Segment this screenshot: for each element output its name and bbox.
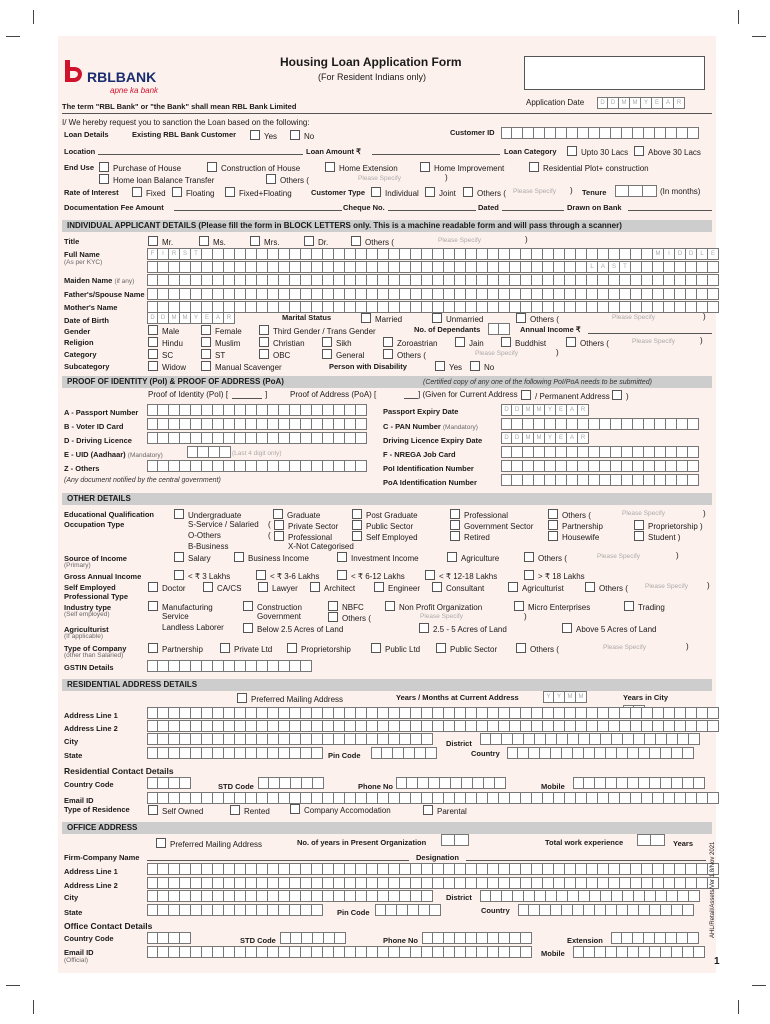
loan-details-label: Loan Details (64, 130, 109, 139)
marital-others-checkbox[interactable] (516, 313, 526, 323)
individual-checkbox[interactable] (371, 187, 381, 197)
office-email-cells[interactable] (147, 946, 532, 958)
religion-label: Religion (64, 338, 94, 347)
professional-checkbox[interactable] (450, 509, 460, 519)
micro-checkbox[interactable] (514, 601, 524, 611)
obc-checkbox[interactable] (259, 349, 269, 359)
drawn-field[interactable] (628, 210, 712, 211)
dob-cells[interactable]: D D M M Y E A R (147, 312, 235, 324)
loan-amount-label: Loan Amount ₹ (306, 147, 361, 156)
res-email-label: Email ID (64, 796, 94, 805)
business-income-checkbox[interactable] (234, 552, 244, 562)
office-addr2-cells[interactable] (147, 877, 719, 889)
permanent-address-checkbox[interactable] (612, 390, 622, 400)
income-12-18-checkbox[interactable] (425, 570, 435, 580)
hindu-checkbox[interactable] (148, 337, 158, 347)
father-label: Father's/Spouse Name (64, 290, 145, 299)
govt-sector-checkbox[interactable] (450, 520, 460, 530)
office-phone-cells[interactable] (422, 932, 532, 944)
plot-checkbox[interactable] (529, 162, 539, 172)
disability-label: Person with Disability (329, 362, 407, 371)
poa-field[interactable] (404, 398, 418, 399)
drawn-label: Drawn on Bank (567, 203, 622, 212)
office-extension-cells[interactable] (611, 932, 699, 944)
licence-label: D - Driving Licence (64, 436, 132, 445)
page-title: Housing Loan Application Form (280, 55, 462, 69)
office-email-label: Email ID (64, 948, 94, 957)
name-row2-cells[interactable]: L A S T (147, 261, 719, 273)
total-exp-cells[interactable] (637, 834, 665, 846)
category-others-checkbox[interactable] (383, 349, 393, 359)
lawyer-checkbox[interactable] (258, 582, 268, 592)
disability-no-checkbox[interactable] (470, 361, 480, 371)
upto30-checkbox[interactable] (567, 146, 577, 156)
res-city-label: City (64, 737, 79, 746)
agriculturist-checkbox[interactable] (508, 582, 518, 592)
years-current-label: Years / Months at Current Address (396, 693, 519, 702)
partnership-checkbox[interactable] (548, 520, 558, 530)
gross-income-label: Gross Annual Income (64, 572, 142, 581)
income-3-6-checkbox[interactable] (256, 570, 266, 580)
firm-label: Firm-Company Name (64, 853, 140, 862)
customer-id-cells[interactable] (501, 127, 699, 139)
annual-income-label: Annual Income ₹ (520, 325, 581, 334)
years-city-label: Years in City (623, 693, 669, 702)
res-std-cells[interactable] (258, 777, 324, 789)
purchase-checkbox[interactable] (99, 162, 109, 172)
married-checkbox[interactable] (361, 313, 371, 323)
logo-tagline: apne ka bank (110, 86, 159, 95)
selfemp-checkbox[interactable] (352, 531, 362, 541)
income-6-12-checkbox[interactable] (337, 570, 347, 580)
architect-checkbox[interactable] (310, 582, 320, 592)
nrega-cells[interactable] (501, 446, 699, 458)
passport-label: A - Passport Number (64, 408, 139, 417)
cheque-label: Cheque No. (343, 203, 385, 212)
parental-checkbox[interactable] (423, 805, 433, 815)
rbl-logo (62, 58, 84, 88)
crop-mark (6, 985, 20, 986)
above5-checkbox[interactable] (562, 623, 572, 633)
no-checkbox[interactable] (290, 130, 300, 140)
below25-checkbox[interactable] (243, 623, 253, 633)
st-checkbox[interactable] (201, 349, 211, 359)
dependants-cells[interactable] (488, 323, 510, 335)
disability-yes-checkbox[interactable] (435, 361, 445, 371)
section-other: OTHER DETAILS (62, 493, 712, 505)
floating-checkbox[interactable] (172, 187, 182, 197)
cheque-field[interactable] (388, 210, 476, 211)
edu-others-checkbox[interactable] (548, 509, 558, 519)
present-org-label: No. of years in Present Organization (297, 838, 427, 847)
student-checkbox[interactable] (634, 531, 644, 541)
industry-label: Industry type (64, 603, 112, 612)
source-label: Source of Income (64, 554, 127, 563)
prof-others-checkbox[interactable] (585, 582, 595, 592)
occupation-label: Occupation Type (64, 520, 125, 529)
designation-label: Designation (416, 853, 459, 862)
crop-mark (738, 10, 739, 24)
office-mobile-cells[interactable] (573, 946, 705, 958)
yes-checkbox[interactable] (250, 130, 260, 140)
education-label: Educational Qualification (64, 510, 155, 519)
res-addr1-label: Address Line 1 (64, 711, 118, 720)
dependants-label: No. of Dependants (414, 325, 481, 334)
tenure-cells[interactable] (615, 185, 657, 197)
proprietorship-co-checkbox[interactable] (287, 643, 297, 653)
buddhist-checkbox[interactable] (501, 337, 511, 347)
male-checkbox[interactable] (148, 325, 158, 335)
office-pin-cells[interactable] (375, 904, 441, 916)
residence-type-label: Type of Residence (64, 805, 130, 814)
enduse-others-checkbox[interactable] (266, 174, 276, 184)
female-checkbox[interactable] (201, 325, 211, 335)
res-district-cells[interactable] (480, 733, 700, 745)
res-city-cells[interactable] (147, 733, 433, 745)
uid-cells[interactable] (187, 446, 231, 458)
page-subtitle: (For Resident Indians only) (318, 72, 427, 82)
graduate-checkbox[interactable] (273, 509, 283, 519)
res-state-label: State (64, 751, 83, 760)
res-addr1-cells[interactable] (147, 707, 719, 719)
above30-checkbox[interactable] (634, 146, 644, 156)
partnership-co-checkbox[interactable] (148, 643, 158, 653)
customer-id-label: Customer ID (450, 128, 495, 137)
passport-exp-cells[interactable]: D D M M Y E A R (501, 404, 589, 416)
total-exp-label: Total work experience (545, 838, 624, 847)
res-district-label: District (446, 739, 472, 748)
voter-label: B - Voter ID Card (64, 422, 124, 431)
years-current-cells[interactable]: Y Y M M (543, 691, 587, 703)
jain-checkbox[interactable] (455, 337, 465, 347)
res-country-cells[interactable] (507, 747, 694, 759)
annual-income-field[interactable] (588, 333, 712, 334)
res-phone-label: Phone No (358, 782, 393, 791)
scavenger-checkbox[interactable] (201, 361, 211, 371)
zoroastrian-checkbox[interactable] (383, 337, 393, 347)
agriculture-checkbox[interactable] (447, 552, 457, 562)
investment-checkbox[interactable] (337, 552, 347, 562)
widow-checkbox[interactable] (148, 361, 158, 371)
section-office: OFFICE ADDRESS (62, 822, 712, 834)
page-number: 1 (714, 956, 720, 967)
office-addr1-cells[interactable] (147, 863, 719, 875)
company-type-label: Type of Company (64, 644, 127, 653)
marital-label: Marital Status (282, 313, 332, 322)
poa-number-cells[interactable] (501, 474, 699, 486)
app-date-cells[interactable]: D D M M Y E A R (597, 97, 685, 109)
extension-checkbox[interactable] (325, 162, 335, 172)
title-label: Title (64, 237, 80, 246)
pubsec-checkbox[interactable] (436, 643, 446, 653)
dated-label: Dated (478, 203, 499, 212)
office-std-cells[interactable] (280, 932, 346, 944)
res-country-code-label: Country Code (64, 780, 114, 789)
public-checkbox[interactable] (352, 520, 362, 530)
present-org-cells[interactable] (441, 834, 469, 846)
office-district-cells[interactable] (480, 890, 700, 902)
res-country-code-cells[interactable] (147, 777, 191, 789)
pvt-checkbox[interactable] (220, 643, 230, 653)
licence-cells[interactable] (147, 432, 367, 444)
licence-exp-label: Driving Licence Expiry Date (383, 436, 483, 445)
manufacturing-checkbox[interactable] (148, 601, 158, 611)
office-state-cells[interactable] (147, 904, 323, 916)
nrega-label: F - NREGA Job Card (383, 450, 456, 459)
res-email-cells[interactable] (147, 792, 719, 804)
rented-checkbox[interactable] (230, 805, 240, 815)
res-mobile-cells[interactable] (573, 777, 705, 789)
res-contact-heading: Residential Contact Details (64, 766, 174, 776)
dated-field[interactable] (502, 210, 564, 211)
request-text: I/ We hereby request you to sanction the Loan based on the following: (62, 118, 310, 127)
office-mobile-label: Mobile (541, 949, 565, 958)
unmarried-checkbox[interactable] (432, 313, 442, 323)
fixed-checkbox[interactable] (132, 187, 142, 197)
fixedfloat-checkbox[interactable] (225, 187, 235, 197)
section-residential: RESIDENTIAL ADDRESS DETAILS (62, 679, 712, 691)
trading-checkbox[interactable] (624, 601, 634, 611)
full-name-label: Full Name (64, 250, 100, 259)
res-country-label: Country (471, 749, 500, 758)
private-checkbox[interactable] (274, 520, 284, 530)
section-applicant: INDIVIDUAL APPLICANT DETAILS (Please fill the form in BLOCK LETTERS only. This is a machine readable form and will pass through a scanner) (62, 220, 712, 232)
res-state-cells[interactable] (147, 747, 323, 759)
construction-ind-checkbox[interactable] (243, 601, 253, 611)
crop-mark (752, 985, 766, 986)
sc-checkbox[interactable] (148, 349, 158, 359)
current-address-checkbox[interactable] (521, 390, 531, 400)
passport-cells[interactable] (147, 404, 367, 416)
ms-checkbox[interactable] (199, 236, 209, 246)
proof-others-label: Z - Others (64, 464, 100, 473)
pan-label: C - PAN Number (383, 422, 441, 431)
crop-mark (752, 36, 766, 37)
doc-fee-field[interactable] (174, 210, 342, 211)
company-others-checkbox[interactable] (516, 643, 526, 653)
custtype-others-checkbox[interactable] (463, 187, 473, 197)
crop-mark (33, 1000, 34, 1014)
general-checkbox[interactable] (322, 349, 332, 359)
crop-mark (6, 36, 20, 37)
passport-exp-label: Passport Expiry Date (383, 407, 459, 416)
name-row1-cells[interactable]: F I R S T M I D D L E (147, 248, 719, 260)
title-others-checkbox[interactable] (351, 236, 361, 246)
res-addr2-cells[interactable] (147, 720, 719, 732)
gstin-cells[interactable] (147, 660, 312, 672)
bank-definition: The term "RBL Bank" or "the Bank" shall mean RBL Bank Limited (62, 102, 297, 111)
office-country-code-label: Country Code (64, 934, 114, 943)
office-city-cells[interactable] (147, 890, 433, 902)
poi-field[interactable] (232, 398, 262, 399)
office-country-cells[interactable] (518, 904, 694, 916)
rate-label: Rate of Interest (64, 188, 119, 197)
poi-number-label: PoI Identification Number (383, 464, 474, 473)
undergrad-checkbox[interactable] (174, 509, 184, 519)
ca-checkbox[interactable] (203, 582, 213, 592)
retired-checkbox[interactable] (450, 531, 460, 541)
third-gender-checkbox[interactable] (259, 325, 269, 335)
firm-field[interactable] (147, 860, 409, 861)
company-accom-checkbox[interactable] (290, 804, 300, 814)
office-preferred-checkbox[interactable] (156, 838, 166, 848)
office-addr2-label: Address Line 2 (64, 881, 118, 890)
app-date-label: Application Date (526, 98, 585, 107)
maiden-label: Maiden Name (64, 276, 113, 285)
proof-note: (Certified copy of any one of the following PoI/PoA needs to be submitted) (423, 379, 652, 386)
joint-checkbox[interactable] (425, 187, 435, 197)
income-gt18-checkbox[interactable] (524, 570, 534, 580)
res-preferred-checkbox[interactable] (237, 693, 247, 703)
income-lt3-checkbox[interactable] (174, 570, 184, 580)
crop-mark (33, 10, 34, 24)
logo-text: RBLBANK (87, 69, 157, 85)
licence-exp-cells[interactable]: D D M M Y E A R (501, 432, 589, 444)
mr-checkbox[interactable] (148, 236, 158, 246)
poi-number-cells[interactable] (501, 460, 699, 472)
mrs-checkbox[interactable] (250, 236, 260, 246)
engineer-checkbox[interactable] (374, 582, 384, 592)
office-country-code-cells[interactable] (147, 932, 191, 944)
father-cells[interactable] (147, 288, 719, 300)
office-extension-label: Extension (567, 936, 603, 945)
customer-type-label: Customer Type (311, 188, 366, 197)
nonprofit-checkbox[interactable] (385, 601, 395, 611)
gstin-label: GSTIN Details (64, 663, 114, 672)
voter-cells[interactable] (147, 418, 367, 430)
muslim-checkbox[interactable] (201, 337, 211, 347)
loan-amount-field[interactable] (372, 154, 500, 155)
location-label: Location (64, 147, 96, 156)
res-mobile-label: Mobile (541, 782, 565, 791)
office-country-label: Country (481, 906, 510, 915)
divider (62, 113, 712, 114)
maiden-cells[interactable] (147, 274, 719, 286)
existing-customer-label: Existing RBL Bank Customer (132, 130, 237, 139)
mother-label: Mother's Name (64, 303, 118, 312)
res-phone-cells[interactable] (396, 777, 506, 789)
construction-checkbox[interactable] (207, 162, 217, 172)
end-use-label: End Use (64, 163, 95, 172)
poa-number-label: PoA Identification Number (383, 478, 477, 487)
housewife-checkbox[interactable] (548, 531, 558, 541)
gender-label: Gender (64, 327, 91, 336)
res-pin-label: Pin Code (328, 751, 361, 760)
subcategory-label: Subcategory (64, 362, 110, 371)
section-proof: PROOF OF IDENTITY (PoI) & PROOF OF ADDRESS (PoA) (62, 376, 712, 388)
land25-checkbox[interactable] (419, 623, 429, 633)
photo-box[interactable] (524, 56, 705, 90)
doctor-checkbox[interactable] (148, 582, 158, 592)
self-prof-label: Self Employed Professional Type (64, 583, 129, 601)
tenure-label: Tenure (582, 188, 607, 197)
proprietorship-checkbox[interactable] (634, 520, 644, 530)
proof-others-cells[interactable] (147, 460, 367, 472)
prof-checkbox[interactable] (274, 531, 284, 541)
religion-others-checkbox[interactable] (566, 337, 576, 347)
christian-checkbox[interactable] (259, 337, 269, 347)
source-others-checkbox[interactable] (524, 552, 534, 562)
publtd-checkbox[interactable] (371, 643, 381, 653)
industry-others-checkbox[interactable] (328, 612, 338, 622)
loan-category-label: Loan Category (504, 147, 557, 156)
category-label: Category (64, 350, 97, 359)
improvement-checkbox[interactable] (420, 162, 430, 172)
doc-fee-label: Documentation Fee Amount (64, 203, 164, 212)
agriculturist-label: Agriculturist (64, 625, 109, 634)
office-std-label: STD Code (240, 936, 276, 945)
pan-cells[interactable] (501, 418, 699, 430)
transfer-checkbox[interactable] (99, 174, 109, 184)
office-city-label: City (64, 893, 79, 902)
res-std-label: STD Code (218, 782, 254, 791)
res-addr2-label: Address Line 2 (64, 724, 118, 733)
dr-checkbox[interactable] (304, 236, 314, 246)
office-phone-label: Phone No (383, 936, 418, 945)
office-state-label: State (64, 908, 83, 917)
sikh-checkbox[interactable] (322, 337, 332, 347)
office-addr1-label: Address Line 1 (64, 867, 118, 876)
crop-mark (738, 1000, 739, 1014)
salary-checkbox[interactable] (174, 552, 184, 562)
location-field[interactable] (98, 154, 303, 155)
uid-label: E - UID (Aadhaar) (64, 450, 126, 459)
office-pin-label: Pin Code (337, 908, 370, 917)
postgrad-checkbox[interactable] (352, 509, 362, 519)
dob-label: Date of Birth (64, 316, 109, 325)
designation-field[interactable] (466, 860, 706, 861)
consultant-checkbox[interactable] (432, 582, 442, 592)
office-district-label: District (446, 893, 472, 902)
nbfc-checkbox[interactable] (328, 601, 338, 611)
res-pin-cells[interactable] (371, 747, 437, 759)
owned-checkbox[interactable] (148, 805, 158, 815)
version-text: AHL/Retail/Assets/Ver 1.8/Nov 2021 (710, 841, 716, 938)
office-contact-heading: Office Contact Details (64, 921, 153, 931)
